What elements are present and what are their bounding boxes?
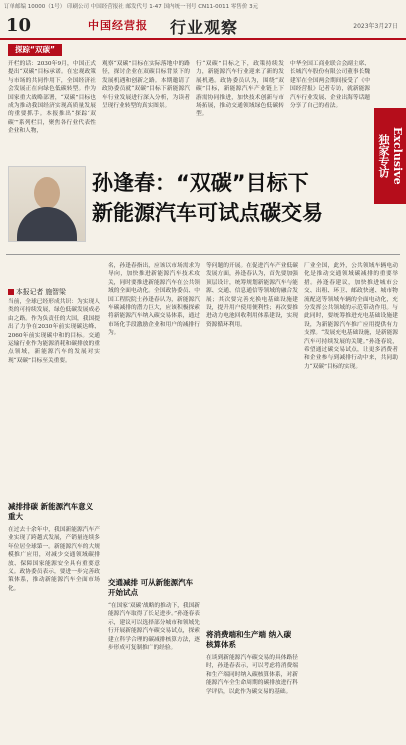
body-col-1: 当前，全球已经形成共识：为实现人类的可持续发展，绿色低碳发展成必由之路。作为负责任的大国，我国提出了力争在2030年前实现碳达峰、2060年前实现碳中和的目标。交通运输行业作为能源消耗和碳排放的重点领域，新能源汽车的发展对实现“双碳”目标至关重要。 <box>8 299 100 364</box>
subhead-1: 减排排碳 新能源汽车意义重大 <box>8 502 94 521</box>
portrait-body <box>17 207 77 242</box>
intro-col-2: 观察“双碳”目标在实际落地中的路径，探讨企业在双碳目标背景下的发展机遇和创新之路。本期邀请了政协委员就“双碳”目标下新能源汽车行业发展进行深入分析，为读者呈现行业转型的真实图景。 <box>102 61 190 110</box>
column-kicker: 探踪“双碳” <box>8 44 62 56</box>
headline-divider <box>6 254 400 255</box>
paper-logo: 中国经营报 <box>88 19 148 32</box>
exclusive-label: Exclusive 独家专访 <box>377 127 404 185</box>
issue-date: 2023年3月27日 <box>353 23 398 30</box>
page-header <box>0 12 406 40</box>
author-name: 本报记者 施智梁 <box>16 288 66 296</box>
interviewee-portrait <box>8 166 86 242</box>
headline-line-1: 孙逢春：“双碳”目标下 <box>92 171 309 195</box>
byline-marker <box>8 289 14 295</box>
intro-col-1: 开栏的话：2030年9月，中国正式提出“双碳”目标承诺。在宏观政策与市场的共同作用下，全国经济社会发展正在向绿色低碳转型。作为国家重大战略部署，“双碳”目标也成为推动我国经济实现高质量发展的重要抓手。本报推出“探踪‘双碳’”系列栏目，聚焦各行业代表性企业和人物， <box>8 61 96 135</box>
section-title: 行业观察 <box>170 18 239 37</box>
body-col-3b: 在谈到新能源汽车碳交易的具体路径时，孙逢春表示，可以考虑将消费端和生产端同时纳入碳核算体系，对新能源汽车全生命周期的碳排放进行科学评估，以此作为碳交易的基础。 <box>206 655 298 695</box>
body-col-4: 厂业全国，此外，公共领域车辆电动化是推动交通领域碳减排的重要举措。孙逢春建议，加快推进城市公交、出租、环卫、邮政快递、城市物流配送等领域车辆的全面电动化，充分发挥公共领域的示范带动作用。与此同时，要统筹推进充电基础设施建设，为新能源汽车推广应用提供有力支撑。“发展充电基础设施，是新能源汽车可持续发展的关键。”孙逢春说，希望通过碳交易试点，让更多消费者和企业参与到减排行动中来，共同助力“双碳”目标的实现。 <box>304 263 398 370</box>
masthead-meta: 订单邮编 10000（1号） 印刷公司 中国经营报社 邮发代号 1-47 国内统一刊号 CN11-0011 零售价 3元 <box>4 4 259 10</box>
intro-col-3: 行“双碳”目标之下，政策持续发力，新能源汽车行业迎来了新的发展机遇。政协委员认为，围绕“双碳”目标，新能源汽车产业链上下游需协同推进，加快技术创新与市场拓展，推动交通领域绿色低碳转型。 <box>196 61 284 118</box>
author-byline <box>8 286 66 296</box>
intro-col-4: 中华全国工商业联合会副主席、长城汽车股份有限公司董事长魏建军在全国两会期间接受了《中国经营报》记者专访，就新能源汽车行业发展、企业出海等话题分享了自己的看法。 <box>290 61 370 110</box>
body-col-2b: “在国家‘双碳’战略的推动下，我国新能源汽车取得了长足进步。”孙逢春表示，建议可以选择部分城市和领域先行开展新能源汽车碳交易试点，探索建立科学合理的碳减排核算方法，逐步形成可复制推广的经验。 <box>108 603 200 652</box>
portrait-head <box>34 177 60 209</box>
body-col-3: 等问题的开展。在促进汽车产业低碳发展方面，孙逢春认为，首先要加强顶层设计，统筹规划新能源汽车与能源、交通、信息通信等领域的融合发展；其次要完善充换电基础设施建设，提升用户使用便利性；再次要推进动力电池回收利用体系建设，实现资源循环利用。 <box>206 263 298 328</box>
subhead-2: 交通减排 可从新能源汽车开始试点 <box>108 578 194 597</box>
body-col-1b: 在过去十余年中，我国新能源汽车产业实现了跨越式发展，产销量连续多年位居全球第一。新能源汽车的大规模推广应用，对减少交通领域碳排放、保障国家能源安全具有重要意义。政协委员表示，要进一步完善政策体系，推动新能源汽车全面市场化。 <box>8 527 100 592</box>
headline-line-2: 新能源汽车可试点碳交易 <box>92 201 323 225</box>
subhead-3: 将消费端和生产端 纳入碳核算体系 <box>206 630 292 649</box>
body-col-2: 名，孙逢春指出，应该以市场需求为导向，加快推进新能源汽车技术攻关，同时要推进新能源汽车在公共领域的全面电动化。全国政协委员、中国工程院院士孙逢春认为，新能源汽车碳减排的潜力巨大，应该积极探索将新能源汽车纳入碳交易体系，通过市场化手段激励企业和用户的减排行为。 <box>108 263 200 337</box>
page-number: 10 <box>6 15 32 36</box>
